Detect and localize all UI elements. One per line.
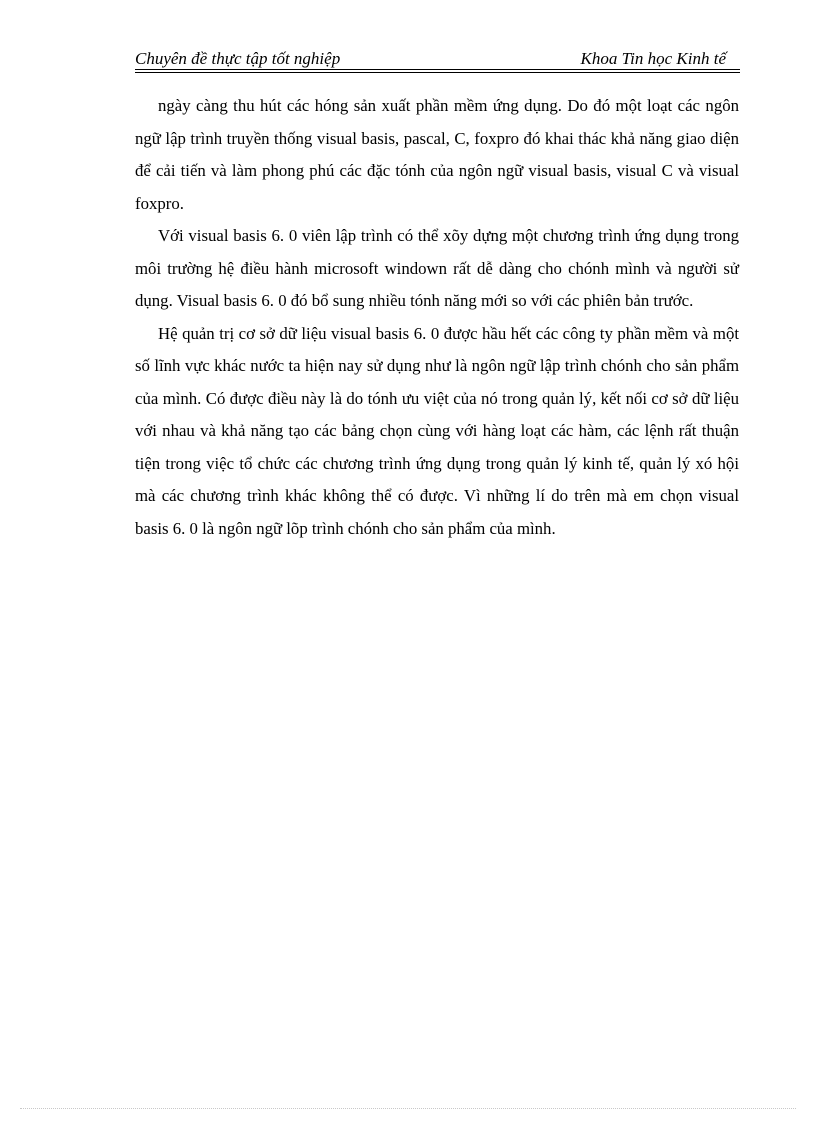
paragraph-3: Hệ quản trị cơ sở dữ liệu visual basis 6. 0 được hầu hết các công ty phần mềm và một số lĩnh vực khác nước ta hiện nay sử dụng như là ngôn ngữ lập trình chónh cho sản phẩm của mình. Có được điều này là do tónh ưu việt của nó trong quản lý, kết nối cơ sở dữ liệu với nhau và khả năng tạo các bảng chọn cùng với hàng loạt các hàm, các lệnh rất thuận tiện trong việc tổ chức các chương trình ứng dụng trong quản lý kinh tế, quản lý xó hội mà các chương trình khác không thể có được. Vì những lí do trên mà em chọn visual basis 6. 0 là ngôn ngữ lõp trình chónh cho sản phẩm của mình.: [135, 323, 739, 538]
body-text: [135, 90, 739, 545]
header-rule-bottom: [135, 72, 740, 73]
header-title-left: Chuyên đề thực tập tốt nghiệp: [135, 49, 341, 68]
paragraph-2: Với visual basis 6. 0 viên lập trình có thể xõy dựng một chương trình ứng dụng trong môi trường hệ điều hành microsoft windown rất dễ dàng cho chónh mình và người sử dụng. Visual basis 6. 0 đó bổ sung nhiều tónh năng mới so với các phiên bản trước.: [135, 226, 739, 310]
header-rule-top: [135, 69, 740, 70]
header-title-right: Khoa Tin học Kinh tế: [580, 49, 726, 68]
page-header: [135, 47, 740, 71]
page-bottom-rule: [20, 1108, 796, 1109]
paragraph-1: ngày càng thu hút các hóng sản xuất phần mềm ứng dụng. Do đó một loạt các ngôn ngữ lập trình truyền thống visual basis, pascal, C, foxpro đó khai thác khả năng giao diện để cải tiến và làm phong phú các đặc tónh của ngôn ngữ visual basis, visual C và visual foxpro.: [135, 96, 739, 213]
